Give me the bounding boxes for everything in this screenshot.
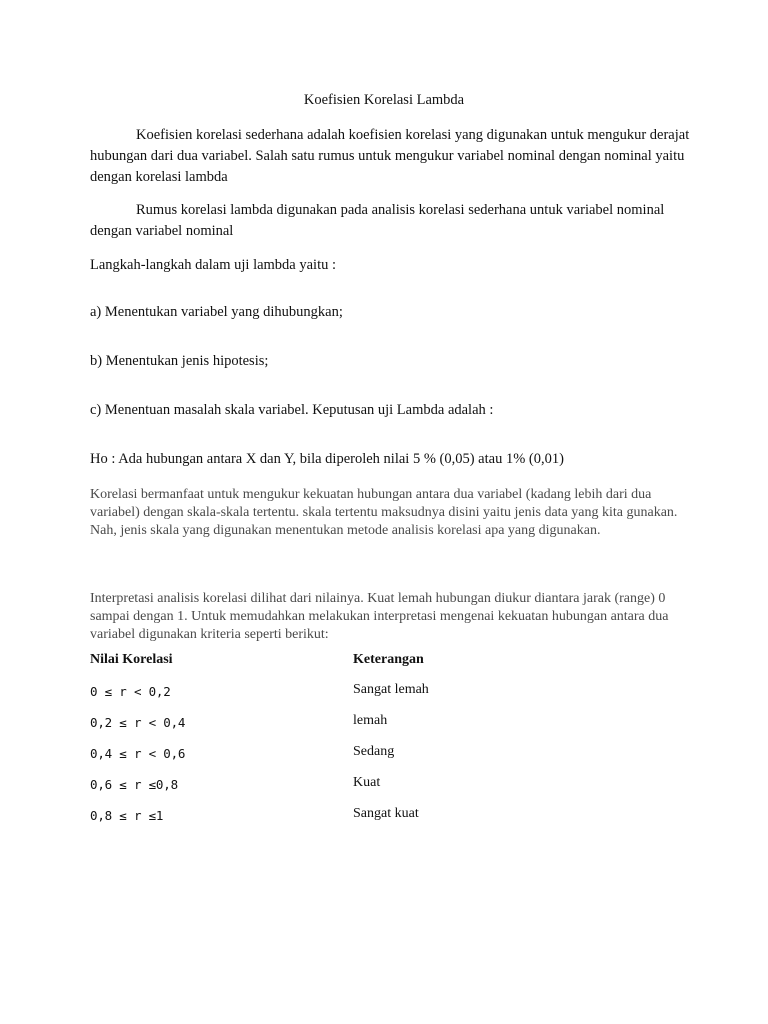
step-a: a) Menentukan variabel yang dihubungkan; [90,304,343,320]
step-b: b) Menentukan jenis hipotesis; [90,353,269,369]
document-title: Koefisien Korelasi Lambda [303,92,465,108]
table-cell-description: lemah [353,713,388,728]
hypothesis-ho: Ho : Ada hubungan antara X dan Y, bila diperoleh nilai 5 % (0,05) atau 1% (0,01) [90,451,564,467]
paragraph-correlation-use: Korelasi bermanfaat untuk mengukur kekuatan hubungan antara dua variabel (kadang lebih dari dua variabel) dengan skala-skala tertentu. skala tertentu maksudnya disini yaitu jenis data yang kita gunakan. Nah, jenis skala yang digunakan menentukan metode analisis korelasi apa yang digunakan. [90,487,678,538]
table-cell-description: Sangat kuat [353,806,419,821]
paragraph-interpretation: Interpretasi analisis korelasi dilihat dari nilainya. Kuat lemah hubungan diukur diantara jarak (range) 0 sampai dengan 1. Untuk memudahkan melakukan interpretasi mengenai kekuatan hubungan antara dua variabel digunakan kriteria seperti berikut: [90,591,669,642]
paragraph-lambda-formula: Rumus korelasi lambda digunakan pada analisis korelasi sederhana untuk variabel nominal dengan variabel nominal [90,202,665,239]
step-c: c) Menentuan masalah skala variabel. Keputusan uji Lambda adalah : [90,402,494,418]
table-header-keterangan: Keterangan [353,652,424,667]
table-cell-description: Sangat lemah [353,682,429,697]
table-cell-range: 0,2 ≤ r < 0,4 [90,715,186,730]
table-cell-range: 0,4 ≤ r < 0,6 [90,746,186,761]
table-cell-description: Sedang [353,744,395,759]
table-header-nilai: Nilai Korelasi [90,652,173,667]
paragraph-definition: Koefisien korelasi sederhana adalah koefisien korelasi yang digunakan untuk mengukur derajat hubungan dari dua variabel. Salah satu rumus untuk mengukur variabel nominal dengan nominal yaitu dengan korelasi lambda [90,127,690,185]
table-cell-description: Kuat [353,775,381,790]
steps-intro: Langkah-langkah dalam uji lambda yaitu : [90,257,337,273]
table-cell-range: 0,8 ≤ r ≤1 [90,808,164,823]
table-cell-range: 0,6 ≤ r ≤0,8 [90,777,178,792]
table-cell-range: 0 ≤ r < 0,2 [90,684,171,699]
